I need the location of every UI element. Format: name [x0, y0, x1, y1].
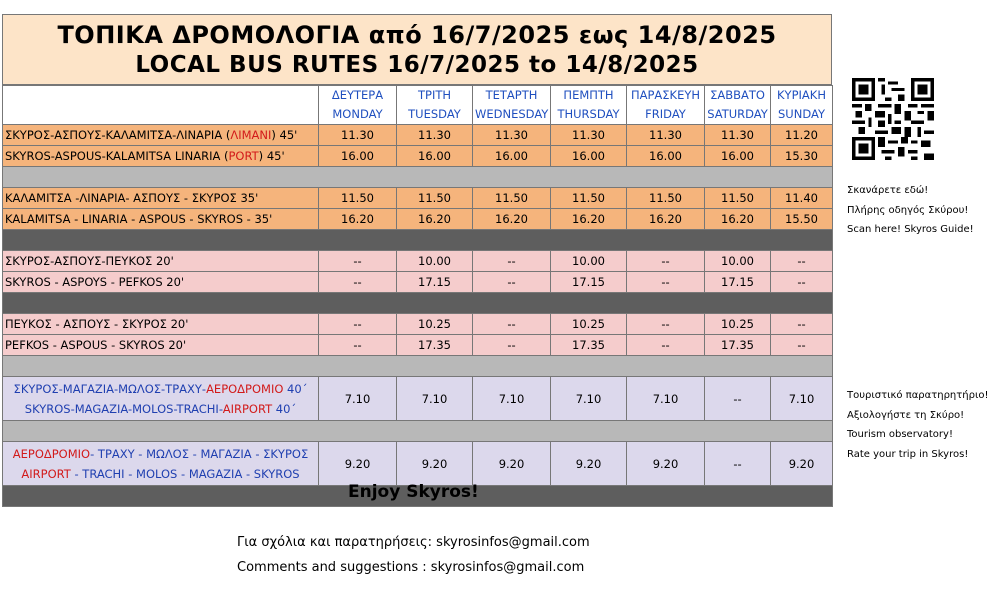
- route-row: [3, 146, 833, 167]
- separator-cell: [3, 167, 833, 188]
- qr-code-icon[interactable]: [852, 78, 934, 160]
- day-name-english: TUESDAY: [408, 107, 461, 121]
- time-cell: 11.50: [627, 188, 705, 209]
- route-label: [3, 272, 319, 293]
- label-text: ΚΑΛΑΜΙΤΣΑ -ΛΙΝΑΡΙΑ- ΑΣΠΟΥΣ - ΣΚΥΡΟΣ 35': [5, 191, 259, 205]
- time-cell: --: [627, 272, 705, 293]
- separator-row: [3, 356, 833, 377]
- time-cell: 17.15: [551, 272, 627, 293]
- time-cell: --: [705, 442, 771, 486]
- day-name-english: FRIDAY: [645, 107, 686, 121]
- label-text: ΣΚΥΡΟΣ-ΑΣΠΟΥΣ-ΠΕΥΚΟΣ 20': [5, 254, 174, 268]
- time-cell: 16.20: [551, 209, 627, 230]
- time-cell: 16.20: [397, 209, 473, 230]
- day-header-row: [3, 86, 833, 125]
- time-cell: --: [627, 335, 705, 356]
- label-text: SKYROS-MAGAZIA-MOLOS-TRACHI-: [24, 401, 223, 416]
- day-header-sunday: [771, 86, 833, 125]
- label-highlight: ΛΙΜΑΝΙ: [230, 128, 272, 142]
- day-header-monday: [319, 86, 397, 125]
- route-label-english: [5, 464, 316, 484]
- route-row: [3, 442, 833, 486]
- separator-cell: [3, 421, 833, 442]
- route-row: [3, 314, 833, 335]
- title-greek: ΤΟΠΙΚΑ ΔΡΟΜΟΛΟΓΙΑ από 16/7/2025 εως 14/8/2025: [57, 20, 777, 49]
- time-cell: 17.35: [397, 335, 473, 356]
- separator-row: [3, 421, 833, 442]
- time-cell: 11.30: [627, 125, 705, 146]
- time-cell: --: [473, 272, 551, 293]
- time-cell: --: [319, 272, 397, 293]
- scan-line: Πλήρης οδηγός Σκύρου!: [847, 204, 969, 216]
- time-cell: 16.00: [551, 146, 627, 167]
- enjoy-skyros-text: Enjoy Skyros!: [348, 482, 479, 502]
- time-cell: 7.10: [551, 377, 627, 421]
- label-text: KALAMITSA - LINARIA - ASPOUS - SKYROS - 35': [5, 212, 273, 226]
- footer-english: Comments and suggestions : skyrosinfos@gmail.com: [237, 560, 585, 575]
- label-text: ) 45': [258, 149, 285, 163]
- time-cell: 7.10: [397, 377, 473, 421]
- label-text: ΠΕΥΚΟΣ - ΑΣΠΟΥΣ - ΣΚΥΡΟΣ 20': [5, 317, 189, 331]
- day-name-english: THURSDAY: [557, 107, 620, 121]
- route-label-greek: [5, 444, 316, 464]
- route-label-greek: [5, 379, 316, 399]
- route-label: [3, 125, 319, 146]
- label-highlight: ΑΕΡΟΔΡΟΜΙΟ: [206, 381, 284, 396]
- separator-cell: [3, 293, 833, 314]
- time-cell: 9.20: [397, 442, 473, 486]
- time-cell: --: [771, 314, 833, 335]
- time-cell: 16.00: [397, 146, 473, 167]
- time-cell: --: [627, 314, 705, 335]
- header-blank-cell: [3, 86, 319, 125]
- footer-greek: Για σχόλια και παρατηρήσεις: skyrosinfos@gmail.com: [237, 535, 590, 550]
- time-cell: 16.20: [627, 209, 705, 230]
- label-highlight: AIRPORT: [222, 401, 273, 416]
- scan-qr-note: [847, 181, 974, 240]
- route-label: [3, 377, 319, 421]
- time-cell: 10.00: [397, 251, 473, 272]
- day-header-thursday: [551, 86, 627, 125]
- time-cell: 9.20: [771, 442, 833, 486]
- time-cell: 11.50: [473, 188, 551, 209]
- time-cell: 9.20: [473, 442, 551, 486]
- time-cell: 11.50: [705, 188, 771, 209]
- route-label: [3, 209, 319, 230]
- day-name-english: SATURDAY: [707, 107, 768, 121]
- time-cell: 17.15: [397, 272, 473, 293]
- label-text: SKYROS-ASPOUS-KALAMITSA LINARIA (: [5, 149, 229, 163]
- schedule-table: [2, 85, 833, 507]
- header-banner: [2, 14, 832, 85]
- time-cell: 16.20: [473, 209, 551, 230]
- time-cell: 16.00: [627, 146, 705, 167]
- time-cell: 11.30: [319, 125, 397, 146]
- label-text: SKYROS - ASPOYS - PEFKOS 20': [5, 275, 185, 289]
- label-text: - TRACHI - MOLOS - MAGAZIA - SKYROS: [70, 466, 300, 481]
- time-cell: 11.40: [771, 188, 833, 209]
- scan-line: Scan here! Skyros Guide!: [847, 224, 974, 235]
- time-cell: 7.10: [473, 377, 551, 421]
- tourism-observatory-note: [847, 386, 989, 464]
- day-name-greek: ΠΑΡΑΣΚΕΥΗ: [630, 88, 701, 102]
- time-cell: 9.20: [551, 442, 627, 486]
- time-cell: 10.00: [705, 251, 771, 272]
- time-cell: --: [771, 251, 833, 272]
- time-cell: 11.20: [771, 125, 833, 146]
- time-cell: --: [473, 335, 551, 356]
- time-cell: --: [319, 314, 397, 335]
- time-cell: --: [473, 251, 551, 272]
- day-name-greek: ΔΕΥΤΕΡΑ: [331, 88, 384, 102]
- route-row: [3, 251, 833, 272]
- route-label: [3, 146, 319, 167]
- day-header-wednesday: [473, 86, 551, 125]
- label-text: ) 45': [271, 128, 298, 142]
- time-cell: 7.10: [627, 377, 705, 421]
- route-row: [3, 377, 833, 421]
- time-cell: 16.20: [319, 209, 397, 230]
- route-row: [3, 188, 833, 209]
- route-label: [3, 314, 319, 335]
- time-cell: --: [319, 335, 397, 356]
- route-row: [3, 272, 833, 293]
- day-name-english: SUNDAY: [778, 107, 825, 121]
- time-cell: 10.25: [705, 314, 771, 335]
- time-cell: --: [771, 272, 833, 293]
- separator-row: [3, 230, 833, 251]
- separator-row: [3, 167, 833, 188]
- time-cell: 11.50: [319, 188, 397, 209]
- label-highlight: PORT: [228, 149, 259, 163]
- time-cell: 10.25: [397, 314, 473, 335]
- day-name-greek: ΤΡΙΤΗ: [417, 88, 452, 102]
- scan-line: Σκανάρετε εδώ!: [847, 185, 929, 196]
- time-cell: 11.30: [705, 125, 771, 146]
- time-cell: 11.30: [397, 125, 473, 146]
- route-label: [3, 251, 319, 272]
- label-text: 40΄: [272, 401, 297, 416]
- time-cell: 16.00: [705, 146, 771, 167]
- label-text: - ΤΡΑΧΥ - ΜΩΛΟΣ - ΜΑΓΑΖΙΑ - ΣΚΥΡΟΣ: [90, 446, 309, 461]
- route-row: [3, 335, 833, 356]
- route-label: [3, 335, 319, 356]
- day-name-greek: ΠΕΜΠΤΗ: [563, 88, 614, 102]
- label-highlight: AIRPORT: [21, 466, 71, 481]
- day-name-english: MONDAY: [332, 107, 383, 121]
- label-text: ΣΚΥΡΟΣ-ΜΑΓΑΖΙΑ-ΜΩΛΟΣ-ΤΡΑΧΥ-: [13, 381, 207, 396]
- time-cell: 17.15: [705, 272, 771, 293]
- day-header-friday: [627, 86, 705, 125]
- time-cell: 10.00: [551, 251, 627, 272]
- time-cell: --: [771, 335, 833, 356]
- time-cell: --: [705, 377, 771, 421]
- time-cell: 15.30: [771, 146, 833, 167]
- route-row: [3, 125, 833, 146]
- time-cell: 16.00: [473, 146, 551, 167]
- label-text: PEFKOS - ASPOUS - SKYROS 20': [5, 338, 187, 352]
- day-header-tuesday: [397, 86, 473, 125]
- time-cell: --: [319, 251, 397, 272]
- time-cell: 11.50: [551, 188, 627, 209]
- route-label-english: [5, 399, 316, 419]
- route-row: [3, 209, 833, 230]
- route-label: [3, 188, 319, 209]
- time-cell: 17.35: [551, 335, 627, 356]
- time-cell: 16.00: [319, 146, 397, 167]
- day-header-saturday: [705, 86, 771, 125]
- title-english: LOCAL BUS RUTES 16/7/2025 to 14/8/2025: [135, 51, 699, 78]
- separator-row: [3, 293, 833, 314]
- time-cell: 10.25: [551, 314, 627, 335]
- separator-cell: [3, 356, 833, 377]
- time-cell: --: [473, 314, 551, 335]
- day-name-greek: ΚΥΡΙΑΚΗ: [777, 88, 826, 102]
- time-cell: 11.30: [473, 125, 551, 146]
- time-cell: 7.10: [771, 377, 833, 421]
- day-name-english: WEDNESDAY: [475, 107, 549, 121]
- separator-cell: [3, 230, 833, 251]
- time-cell: 9.20: [319, 442, 397, 486]
- time-cell: 16.20: [705, 209, 771, 230]
- label-highlight: ΑΕΡΟΔΡΟΜΙΟ: [12, 446, 91, 461]
- rate-line: Τουριστικό παρατηρητήριο!: [847, 390, 989, 401]
- label-text: ΣΚΥΡΟΣ-ΑΣΠΟΥΣ-ΚΑΛΑΜΙΤΣΑ-ΛΙΝΑΡΙΑ (: [5, 128, 231, 142]
- time-cell: 11.50: [397, 188, 473, 209]
- time-cell: 17.35: [705, 335, 771, 356]
- route-label: [3, 442, 319, 486]
- label-text: 40΄: [283, 381, 308, 396]
- rate-line: Αξιολογήστε τη Σκύρο!: [847, 409, 965, 421]
- time-cell: 11.30: [551, 125, 627, 146]
- rate-line: Rate your trip in Skyros!: [847, 448, 969, 460]
- day-name-greek: ΣΑΒΒΑΤΟ: [710, 88, 765, 102]
- time-cell: 7.10: [319, 377, 397, 421]
- time-cell: 9.20: [627, 442, 705, 486]
- day-name-greek: ΤΕΤΑΡΤΗ: [485, 88, 538, 102]
- time-cell: 15.50: [771, 209, 833, 230]
- rate-line: Tourism observatory!: [847, 429, 953, 440]
- time-cell: --: [627, 251, 705, 272]
